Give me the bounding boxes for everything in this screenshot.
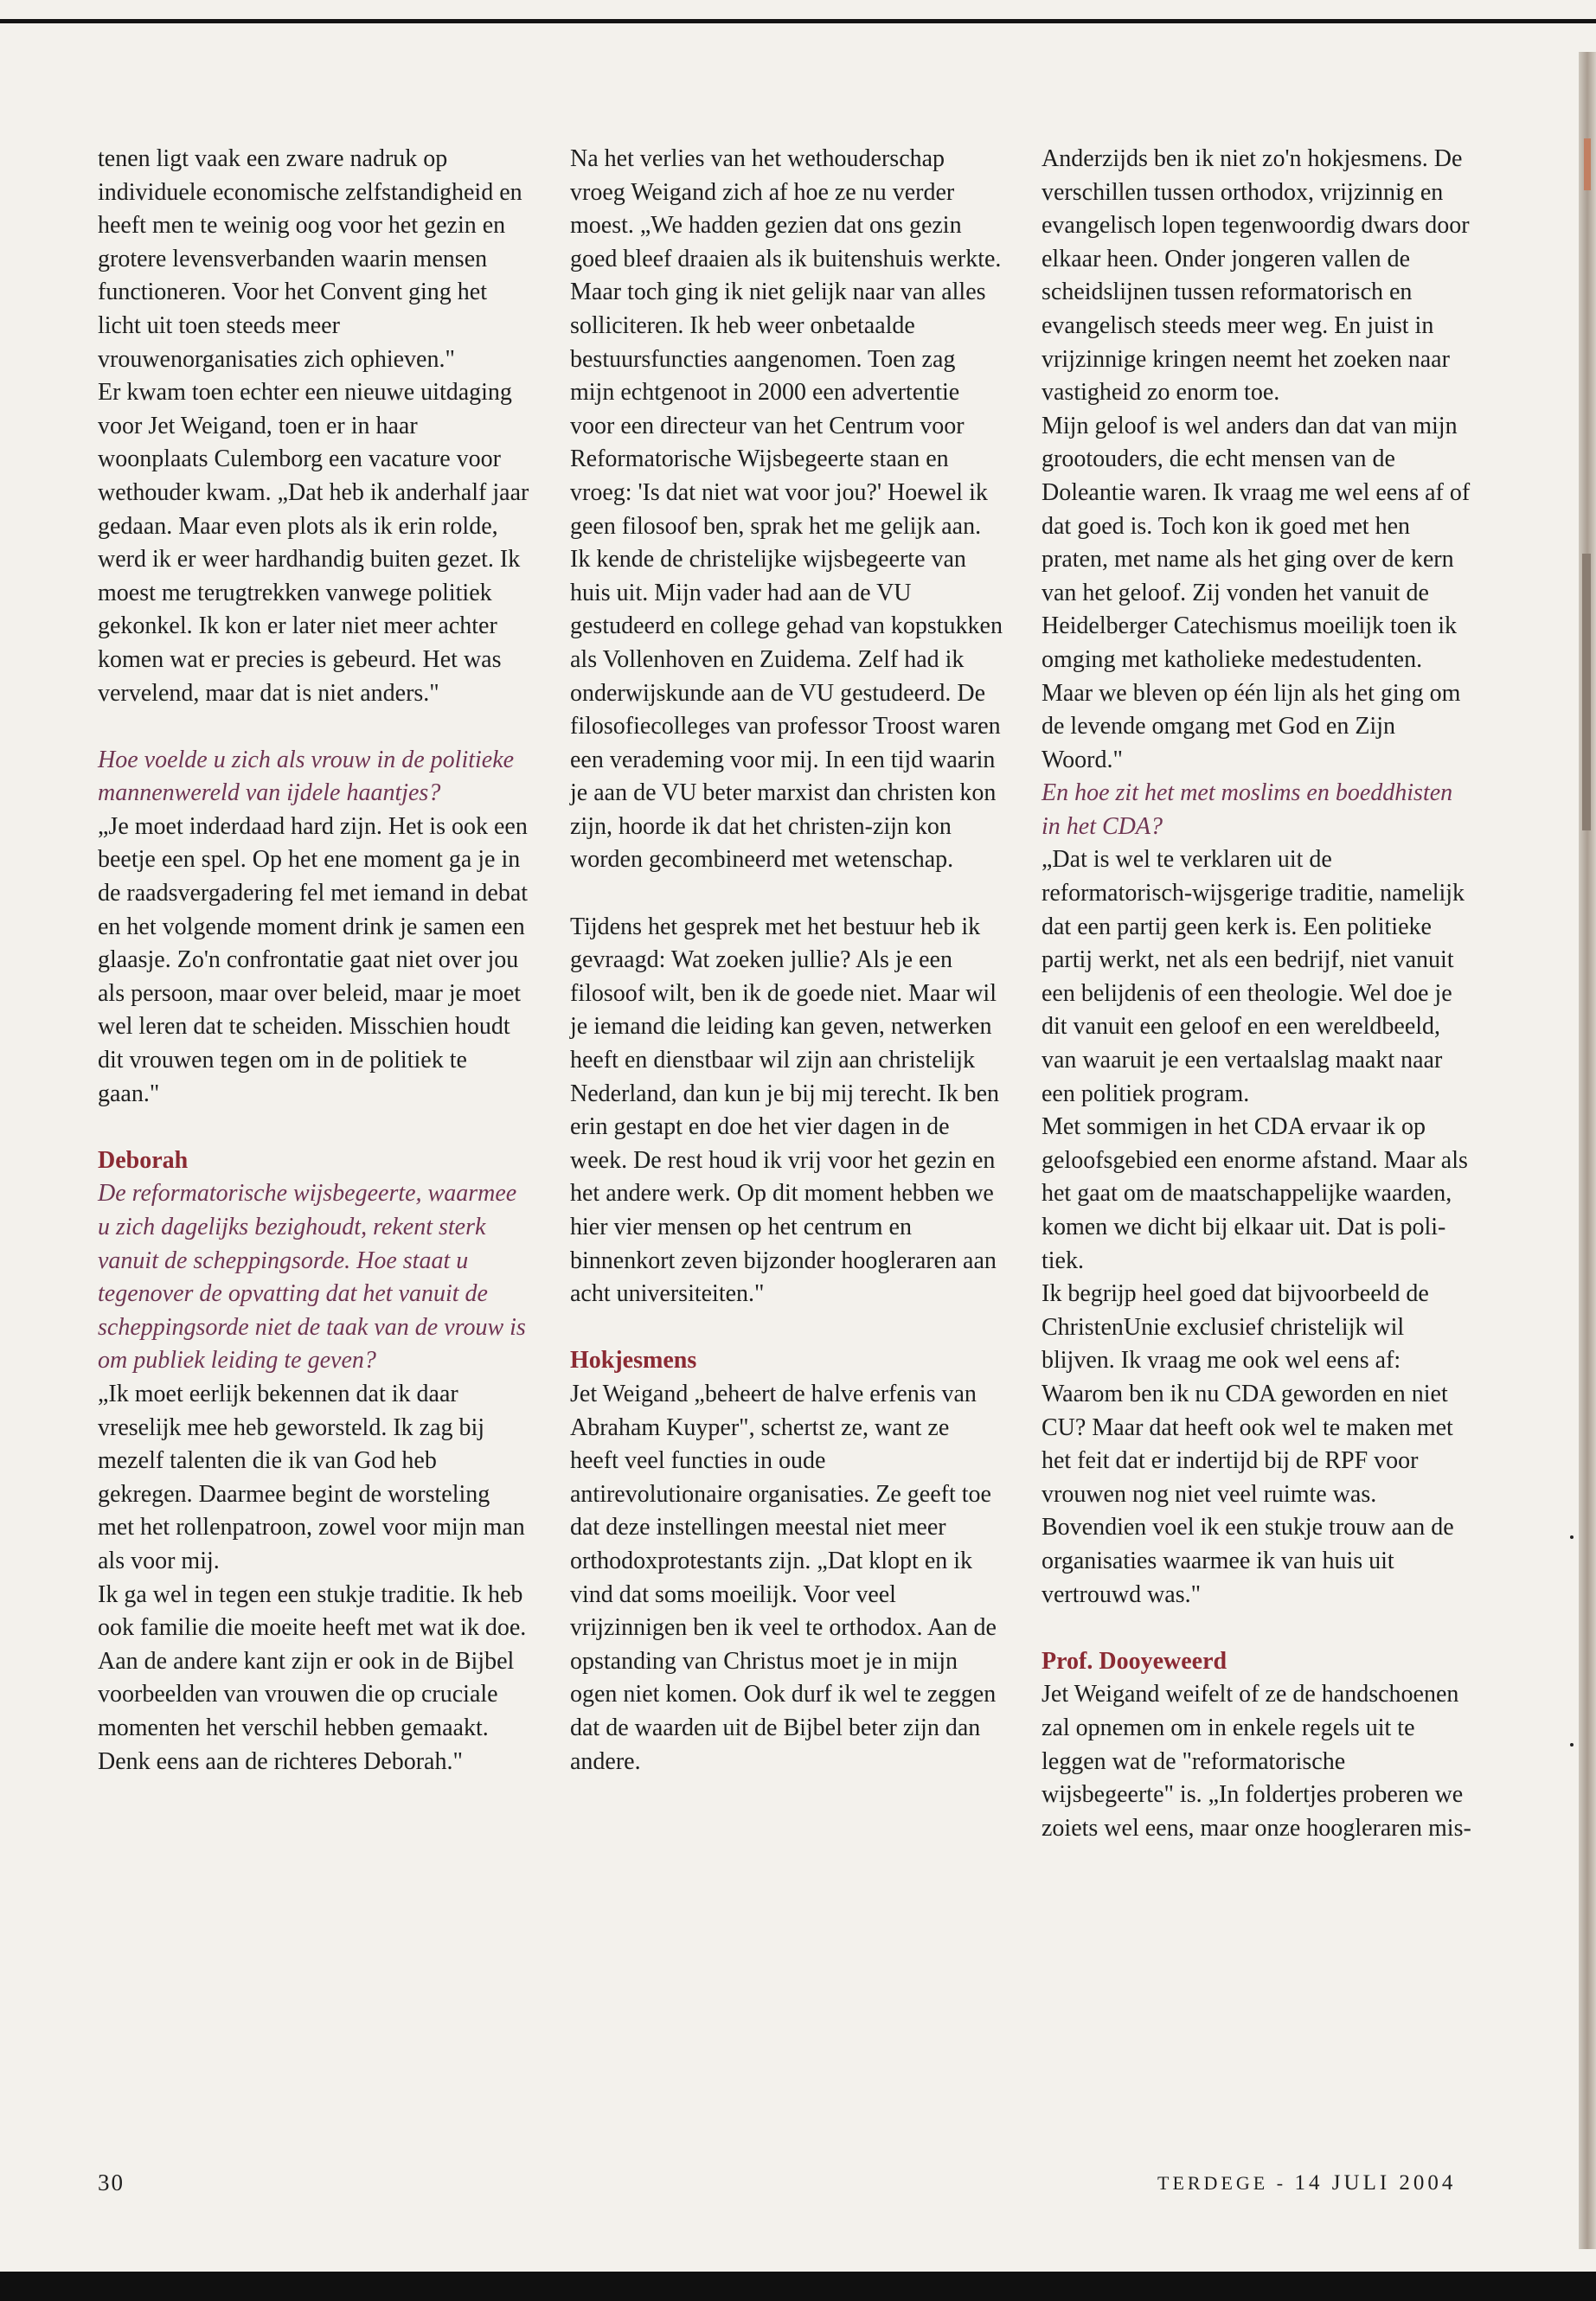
paragraph: Ik kende de christelijke wijsbegeerte van huis uit. Mijn vader had aan de VU gestudeerd en college gehad van kopstukken als Vollenhoven en Zuidema. Zelf had ik onderwijskunde aan de VU gestudeerd. De filosofiecolleges van professor Troost waren een verademing voor mij. In een tijd waarin je aan de VU beter marxist dan christen kon zijn, hoorde ik dat het christen-zijn kon worden gecombineerd met wetenschap.: [570, 546, 1003, 874]
page-number: 30: [98, 2170, 125, 2195]
issue-date: 14 JULI 2004: [1294, 2171, 1457, 2195]
paragraph: Mijn geloof is wel anders dan dat van mijn grootouders, die echt mensen van de Doleantie waren. Ik vraag me wel eens af of dat goed is. Toch kon ik goed met hen praten, met name als het ging over de kern van het geloof. Zij vonden het vanuit de Heidelberger Catechismus moeilijk toen ik omging met katholieke medestudenten. Maar we bleven op één lijn als het ging om de levende omgang met God en Zijn Woord.": [1042, 412, 1471, 773]
paragraph: „Ik moet eerlijk bekennen dat ik daar vreselijk mee heb geworsteld. Ik zag bij mezelf talenten die ik van God heb gekregen. Daarmee begint de worsteling met het rollenpatroon, zowel voor mijn man als voor mij.: [98, 1380, 525, 1574]
paragraph: „Dat is wel te verklaren uit de reformatorisch-wijsgerige traditie, namelijk dat een partij geen kerk is. Een politieke partij werkt, net als een bedrijf, niet vanuit een belijdenis of een theologie. Wel doe je dit vanuit een geloof en een wereldbeeld, van waaruit je een vertaalslag maakt naar een politiek program.: [1042, 846, 1465, 1107]
column-3: [1042, 143, 1474, 1845]
interview-question: Hoe voelde u zich als vrouw in de politieke mannenwereld van ijdele haantjes?: [98, 746, 515, 807]
bottom-border: [0, 2272, 1596, 2301]
paragraph: Anderzijds ben ik niet zo'n hokjesmens. De verschillen tussen orthodox, vrijzinnig en evangelisch lopen tegenwoordig dwars door elkaar heen. Onder jongeren vallen de scheidslijnen tussen reformatorisch en evangelisch steeds meer weg. En juist in vrijzinnige kringen neemt het zoeken naar vastigheid zo enorm toe.: [1042, 145, 1470, 407]
column-2: [570, 143, 1003, 1779]
interview-question: En hoe zit het met moslims en boeddhisten in het CDA?: [1042, 779, 1453, 840]
subheading: Deborah: [98, 1146, 189, 1174]
paragraph: Met sommigen in het CDA ervaar ik op geloofsgebied een enorme afstand. Maar als het gaat om de maatschappelijke waarden, komen we dicht bij elkaar uit. Dat is politiek.: [1042, 1113, 1468, 1274]
paragraph: „Je moet inderdaad hard zijn. Het is ook een beetje een spel. Op het ene moment ga je in de raadsvergadering fel met iemand in debat en het volgende moment drink je samen een glaasje. Zo'n confrontatie gaat niet over jou als persoon, maar over beleid, maar je moet wel leren dat te scheiden. Misschien houdt dit vrouwen tegen om in de politiek te gaan.": [98, 812, 529, 1107]
paragraph: Jet Weigand weifelt of ze de handschoenen zal opnemen om in enkele regels uit te leggen wat de "reformatorische wijsbegeerte" is. „In foldertjes proberen we zoiets wel eens, maar onze hoogleraren mis-: [1042, 1681, 1471, 1842]
column-1: [98, 143, 530, 1779]
paragraph: tenen ligt vaak een zware nadruk op individuele economische zelfstandigheid en heeft men te weinig oog voor het gezin en grotere levensverbanden waarin mensen functioneren. Voor het Convent ging het licht uit toen steeds meer vrouwenorganisaties zich ophieven.": [98, 145, 522, 373]
edge-image-strip: [1582, 554, 1591, 830]
magazine-name: TERDEGE: [1157, 2172, 1269, 2194]
paragraph: Jet Weigand „beheert de halve erfenis van Abraham Kuyper", schertst ze, want ze heeft veel functies in oude antirevolutionaire organisaties. Ze geeft toe dat deze instellingen meestal niet meer orthodoxprotestants zijn. „Dat klopt en ik vind dat soms moeilijk. Voor veel vrijzinnigen ben ik veel te orthodox. Aan de opstanding van Christus moet je in mijn ogen niet komen. Ook durf ik wel te zeggen dat de waarden uit de Bijbel beter zijn dan andere.: [570, 1380, 997, 1775]
paragraph: Er kwam toen echter een nieuwe uitdaging voor Jet Weigand, toen er in haar woonplaats Culemborg een vacature voor wethouder kwam. „Dat heb ik anderhalf jaar gedaan. Maar even plots als ik erin rolde, werd ik er weer hardhandig buiten gezet. Ik moest me terugtrekken vanwege politiek gekonkel. Ik kon er later niet meer achter komen wat er precies is gebeurd. Het was vervelend, maar dat is niet anders.": [98, 379, 529, 707]
paragraph: Na het verlies van het wethouderschap vroeg Weigand zich af hoe ze nu verder moest. „We hadden gezien dat ons gezin goed bleef draaien als ik buitenshuis werkte. Maar toch ging ik niet gelijk naar van alles solliciteren. Ik heb weer onbetaalde bestuursfuncties aangenomen. Toen zag mijn echtgenoot in 2000 een advertentie voor een directeur van het Centrum voor Reformatorische Wijsbegeerte staan en vroeg: 'Is dat niet wat voor jou?' Hoewel ik geen filosoof ben, sprak het me gelijk aan.: [570, 145, 1002, 540]
top-rule: [0, 19, 1596, 23]
subheading: Prof. Dooyeweerd: [1042, 1647, 1227, 1675]
facing-page-edge: [1579, 52, 1596, 2249]
subheading: Hokjesmens: [570, 1347, 697, 1375]
running-footer: [1157, 2171, 1456, 2195]
footer-separator: -: [1276, 2172, 1287, 2194]
paragraph: Ik ga wel in tegen een stukje traditie. Ik heb ook familie die moeite heeft met wat ik doe. Aan de andere kant zijn er ook in de Bijbel voorbeelden van vrouwen die op cruciale momenten het verschil hebben gemaakt. Denk eens aan de richteres Deborah.": [98, 1580, 527, 1775]
paragraph: Ik begrijp heel goed dat bijvoorbeeld de ChristenUnie exclusief christelijk wil blijven. Ik vraag me ook wel eens af: Waarom ben ik nu CDA geworden en niet CU? Maar dat heeft ook wel te maken met het feit dat er indertijd bij de RPF voor vrouwen nog niet veel ruimte was. Bovendien voel ik een stukje trouw aan de organisaties waarmee ik van huis uit vertrouwd was.": [1042, 1280, 1454, 1608]
margin-dot: [1570, 1535, 1574, 1539]
paragraph: Tijdens het gesprek met het bestuur heb ik gevraagd: Wat zoeken jullie? Als je een filosoof wilt, ben ik de goede niet. Maar wil je iemand die leiding kan geven, netwerken heeft en dienstbaar wil zijn aan christelijk Nederland, dan kun je bij mij terecht. Ik ben erin gestapt en doe het vier dagen in de week. De rest houd ik vrij voor het gezin en het andere werk. Op dit moment hebben we hier vier mensen op het centrum en binnenkort zeven bijzonder hoogleraren aan acht universiteiten.": [570, 913, 1000, 1308]
interview-question: De reformatorische wijsbegeerte, waarmee u zich dagelijks bezighoudt, rekent sterk vanuit de scheppingsorde. Hoe staat u tegenover de opvatting dat het vanuit de scheppingsorde niet de taak van de vrouw is om publiek leiding te geven?: [98, 1180, 526, 1375]
edge-color-mark: [1584, 138, 1591, 190]
margin-dot: [1570, 1743, 1574, 1747]
